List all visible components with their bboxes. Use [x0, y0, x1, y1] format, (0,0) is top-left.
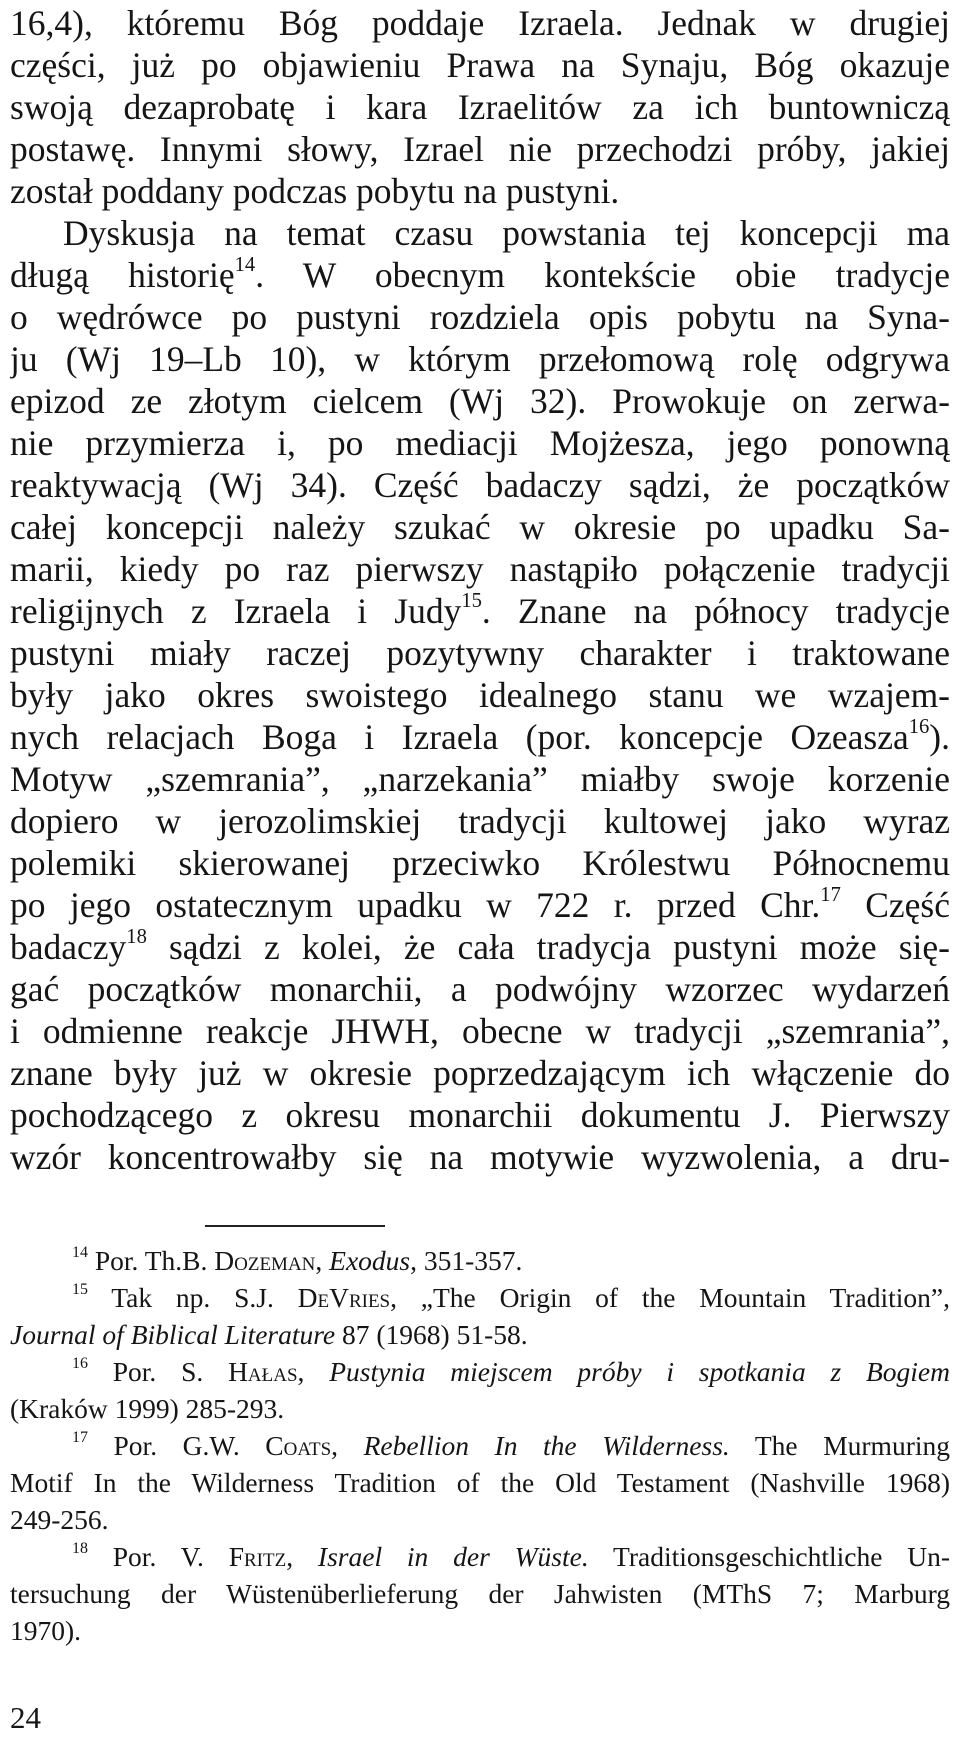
- footnote-separator: [205, 1225, 385, 1227]
- body-line: 16,4), któremu Bóg poddaje Izraela. Jednak w drugiej: [10, 3, 950, 43]
- footnote-17: $^{17}$ Por. G.W. Coats, Rebellion In the Wilderness. The Murmuring: [72, 1429, 950, 1461]
- body-line: o wędrówce po pustyni rozdziela opis pobytu na Syna-: [10, 297, 950, 337]
- footnote-number: 14: [72, 1244, 88, 1262]
- body-line: pochodzącego z okresu monarchii dokumentu J. Pierwszy: [10, 1095, 950, 1135]
- footnote-title: Israel in der Wüste.: [317, 1541, 589, 1572]
- footnote-18-line-3: 1970).: [10, 1615, 82, 1646]
- body-line: były jako okres swoistego idealnego stanu we wzajem-: [10, 675, 950, 715]
- footnote-journal: Journal of Biblical Literature: [10, 1319, 336, 1350]
- footnote-ref-18: 18: [126, 926, 147, 949]
- footnote-number: 16: [72, 1355, 88, 1373]
- body-line: części, już po objawieniu Prawa na Synaju, Bóg okazuje: [10, 45, 950, 85]
- footnote-ref-17: 17: [820, 884, 841, 907]
- body-line: religijnych z Izraela i Judy$^{15}$. Znane na północy tradycje: [10, 590, 950, 631]
- page-number: 24: [10, 1700, 41, 1735]
- body-line: Motyw „szemrania”, „narzekania” miałby swoje korzenie: [10, 759, 950, 799]
- footnote-ref-16: 16: [908, 716, 930, 739]
- footnote-title: Rebellion In the Wilderness.: [363, 1430, 730, 1461]
- body-line: nie przymierza i, po mediacji Mojżesza, jego ponowną: [10, 423, 950, 463]
- paragraph-start-line: Dyskusja na temat czasu powstania tej koncepcji ma: [63, 213, 950, 253]
- footnote-ref-15: 15: [461, 590, 482, 613]
- body-line: badaczy$^{18}$ sądzi z kolei, że cała tradycja pustyni może się-: [10, 926, 950, 967]
- footnote-author: Fritz: [228, 1541, 287, 1572]
- footnote-17-line-3: 249-256.: [10, 1504, 109, 1535]
- body-line: długą historię$^{14}$. W obecnym kontekście obie tradycje: [10, 254, 950, 295]
- footnote-15: $^{15}$ Tak np. S.J. DeVries, „The Origin of the Mountain Tradition”,: [72, 1281, 950, 1313]
- footnote-18-line-2: tersuchung der Wüstenüberlieferung der Jahwisten (MThS 7; Marburg: [10, 1578, 950, 1609]
- footnote-16-line-2: (Kraków 1999) 285-293.: [10, 1393, 285, 1424]
- body-line: reaktywacją (Wj 34). Część badaczy sądzi, że początków: [10, 465, 950, 505]
- footnote-16: $^{16}$ Por. S. Hałas, Pustynia miejscem próby i spotkania z Bogiem: [72, 1355, 950, 1387]
- body-line: nych relacjach Boga i Izraela (por. koncepcje Ozeasza$^{16}$).: [10, 716, 950, 757]
- footnote-18: $^{18}$ Por. V. Fritz, Israel in der Wüste. Traditionsgeschichtliche Un-: [72, 1540, 950, 1572]
- footnote-15-line-2: Journal of Biblical Literature 87 (1968) 51-58.: [10, 1319, 528, 1350]
- body-line: postawę. Innymi słowy, Izrael nie przechodzi próby, jakiej: [10, 129, 950, 169]
- body-line: znane były już w okresie poprzedzającym ich włączenie do: [10, 1053, 950, 1093]
- body-line: ju (Wj 19–Lb 10), w którym przełomową rolę odgrywa: [10, 339, 950, 379]
- footnote-number: 15: [72, 1281, 88, 1299]
- body-line: swoją dezaprobatę i kara Izraelitów za ich buntowniczą: [10, 87, 950, 127]
- body-line: wzór koncentrowałby się na motywie wyzwolenia, a dru-: [10, 1137, 950, 1177]
- footnote-17-line-2: Motif In the Wilderness Tradition of the Old Testament (Nashville 1968): [10, 1467, 950, 1498]
- body-line: pustyni miały raczej pozytywny charakter i traktowane: [10, 633, 950, 673]
- body-line: gać początków monarchii, a podwójny wzorzec wydarzeń: [10, 969, 950, 1009]
- footnote-ref-14: 14: [234, 254, 256, 277]
- body-line: epizod ze złotym cielcem (Wj 32). Prowokuje on zerwa-: [10, 381, 950, 421]
- footnote-number: 17: [72, 1429, 88, 1447]
- body-line: został poddany podczas pobytu na pustyni.: [10, 171, 620, 211]
- footnote-title: Pustynia miejscem próby i spotkania z Bogiem: [329, 1356, 950, 1387]
- body-line: po jego ostatecznym upadku w 722 r. przed Chr.$^{17}$ Część: [10, 884, 950, 925]
- body-line: całej koncepcji należy szukać w okresie po upadku Sa-: [10, 507, 950, 547]
- body-line: dopiero w jerozolimskiej tradycji kultowej jako wyraz: [10, 801, 950, 841]
- footnote-author: Dozeman: [214, 1245, 316, 1276]
- footnote-14: $^{14}$ Por. Th.B. Dozeman, Exodus, 351-357.: [72, 1244, 523, 1276]
- footnote-number: 18: [72, 1540, 88, 1558]
- body-line: i odmienne reakcje JHWH, obecne w tradycji „szemrania”,: [10, 1011, 950, 1051]
- footnote-title: Exodus: [329, 1245, 411, 1276]
- body-line: marii, kiedy po raz pierwszy nastąpiło połączenie tradycji: [10, 549, 950, 589]
- footnote-author: Coats: [265, 1430, 332, 1461]
- body-line: polemiki skierowanej przeciwko Królestwu Północnemu: [10, 843, 950, 883]
- footnote-author: Hałas: [228, 1356, 298, 1387]
- footnote-author: DeVries: [297, 1282, 391, 1313]
